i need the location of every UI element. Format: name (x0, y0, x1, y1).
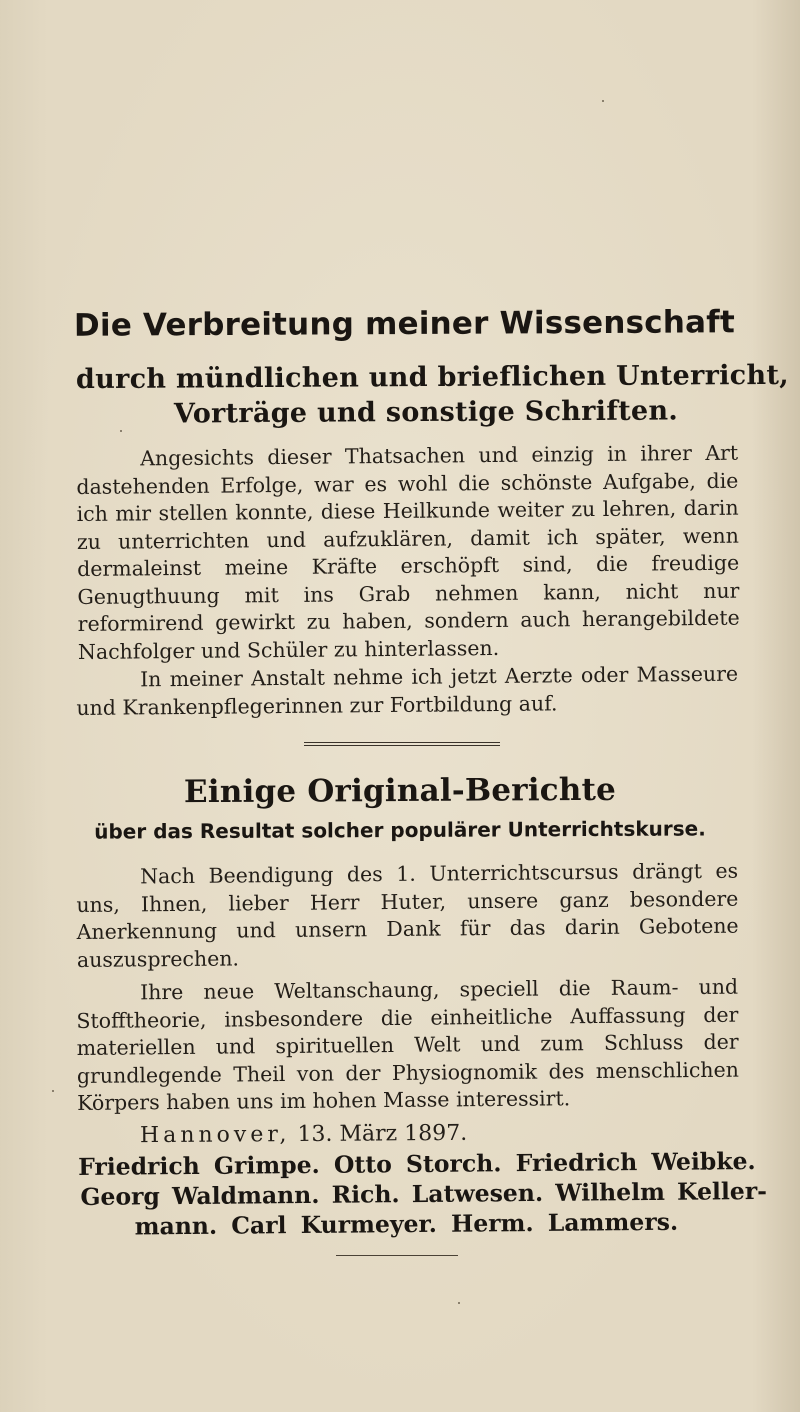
paper-speck (602, 100, 604, 102)
main-heading: Die Verbreitung meiner Wissenschaft (73, 304, 736, 344)
closing-rule (336, 1255, 458, 1256)
signature-line-1: Friedrich Grimpe. Otto Storch. Friedrich Weibke. (78, 1147, 756, 1181)
paragraph-worldview (76, 974, 739, 1118)
subheading-line-2: Vorträge und sonstige Schriften. (173, 395, 679, 430)
paragraph-1-text: Angesichts dieser Thatsachen und einzig in ihrer Art dastehenden Erfolge, war es wohl die schönste Aufgabe, die ich mir stellen konnte, diese Heilkunde weiter zu lehren, darin zu unterrichten und aufzuklären, damit ich später, wenn dermaleinst meine Kräfte erschöpft sind, die freudige Genugthuung mit ins Grab nehmen kann, nicht nur reformirend gewirkt zu haben, sondern auch herangebildete Nachfolger und Schüler zu hinterlassen. (76, 440, 740, 664)
dateline-city: Hannover, (139, 1122, 291, 1149)
paragraph-thanks (76, 858, 739, 974)
dateline (140, 1121, 467, 1148)
paper-speck (458, 1302, 460, 1304)
reports-heading: Einige Original-Berichte (183, 771, 617, 811)
paragraph-teaching (76, 440, 740, 666)
reports-subheading: über das Resultat solcher populärer Unterrichtskurse. (94, 816, 706, 844)
signature-line-3: mann. Carl Kurmeyer. Herm. Lammers. (134, 1207, 679, 1241)
signature-line-2: Georg Waldmann. Rich. Latwesen. Wilhelm Keller- (80, 1176, 768, 1211)
double-rule-divider (304, 742, 500, 746)
paragraph-4-text: Ihre neue Weltanschaung, speciell die Raum- und Stofftheorie, insbesondere die einheitliche Auffassung der materiellen und spirituellen Welt und zum Schluss der grundlegende Theil von der Physiognomik des menschlichen Körpers haben uns im hohen Masse interessirt. (76, 974, 740, 1115)
signature-block (78, 1146, 768, 1242)
paper-speck (52, 1090, 54, 1092)
paragraph-3-text: Nach Beendigung des 1. Unterrichtscursus drängt es uns, Ihnen, lieber Herr Huter, unsere ganz besondere Anerkennung und unsern Dank für das darin Gebotene auszusprechen. (76, 858, 739, 972)
paragraph-institute (76, 661, 738, 722)
subheading-line-1: durch mündlichen und brieflichen Unterricht, (75, 359, 789, 396)
paragraph-2-text: In meiner Anstalt nehme ich jetzt Aerzte oder Masseure und Krankenpflegerinnen zur Fortbildung auf. (76, 661, 739, 720)
dateline-date: 13. März 1897. (297, 1120, 468, 1148)
paper-speck (120, 430, 122, 432)
